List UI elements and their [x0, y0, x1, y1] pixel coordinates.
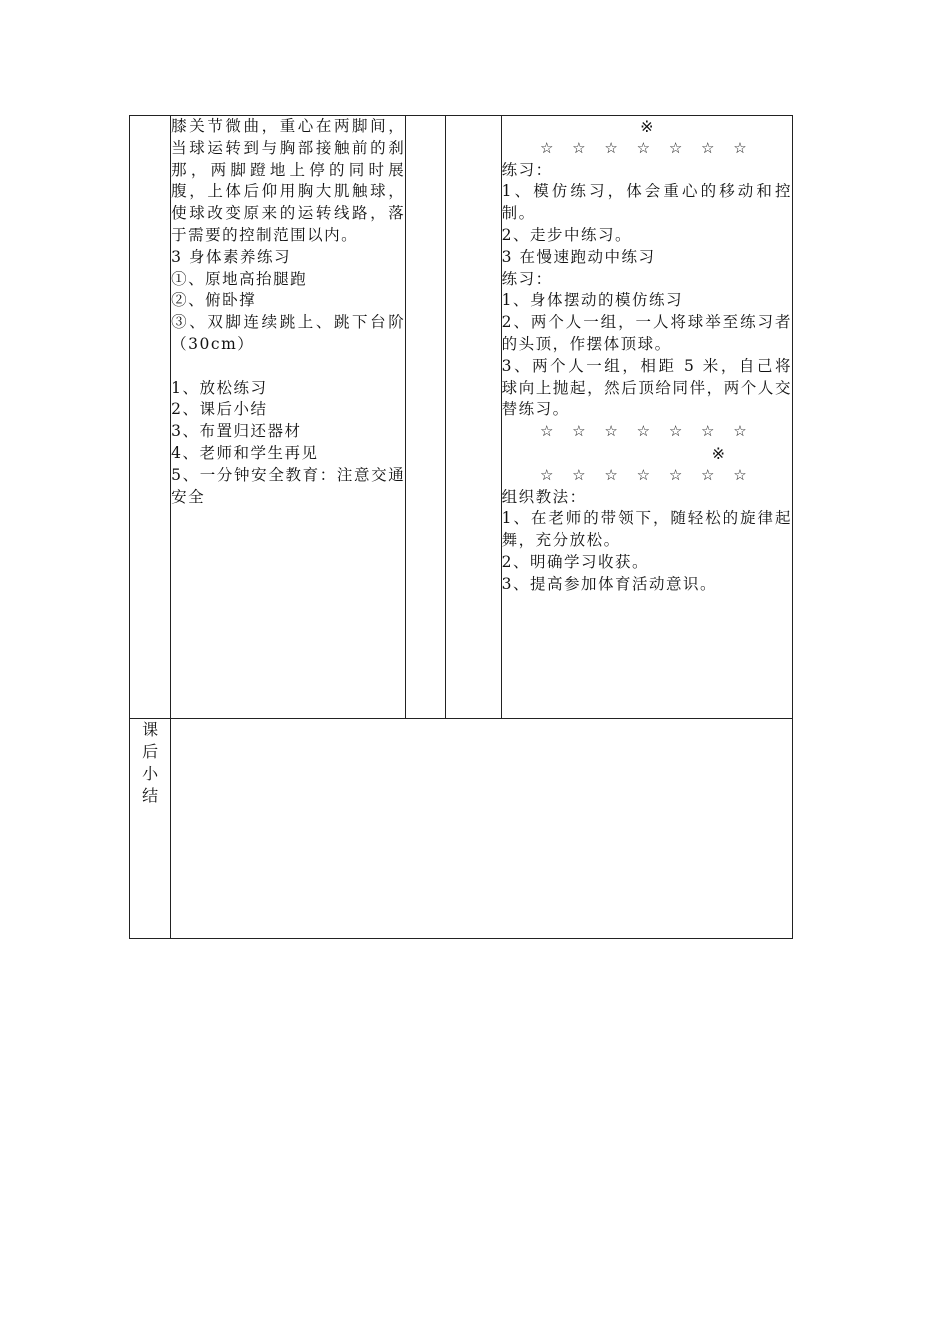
formation-stars: ☆ ☆ ☆ ☆ ☆ ☆ ☆	[539, 138, 754, 157]
content-cell	[171, 116, 406, 719]
count-cell	[446, 116, 501, 719]
relax-item: 3、提高参加体育活动意识。	[501, 574, 718, 593]
method-title: 组织教法：	[501, 487, 587, 506]
practice-title: 练习：	[501, 269, 553, 288]
practice-title: 练习：	[501, 160, 553, 179]
practice-item: 1、身体摆动的模仿练习	[501, 291, 684, 310]
summary-body[interactable]	[171, 719, 793, 939]
reference-mark: ※	[640, 117, 654, 136]
formation-stars: ☆ ☆ ☆ ☆ ☆ ☆ ☆	[539, 422, 754, 441]
lesson-plan-table	[129, 115, 793, 939]
closing-item: 4、老师和学生再见	[171, 443, 319, 462]
practice-item: 2、走步中练习。	[501, 225, 633, 244]
summary-label: 课 后 小 结	[130, 719, 171, 939]
closing-item: 2、课后小结	[171, 400, 268, 419]
organization-cell	[501, 116, 792, 719]
fitness-item: ②、俯卧撑	[171, 291, 257, 310]
time-cell	[406, 116, 446, 719]
fitness-item: ③、双脚连续跳上、跳下台阶（30cm）	[171, 313, 406, 353]
practice-item: 3、两个人一组，相距 5 米，自己将球向上抛起，然后顶给同伴，两个人交替练习。	[501, 356, 792, 419]
reference-mark: ※	[711, 443, 726, 463]
label-cell-empty	[130, 116, 171, 719]
closing-item: 5、一分钟安全教育：注意交通安全	[171, 465, 406, 506]
slow-run-title: 3 在慢速跑动中练习	[501, 247, 656, 266]
practice-item: 2、两个人一组，一人将球举至练习者的头顶，作摆体顶球。	[501, 313, 792, 353]
practice-item: 1、模仿练习，体会重心的移动和控制。	[501, 182, 792, 223]
closing-item: 1、放松练习	[171, 378, 268, 397]
relax-item: 2、明确学习收获。	[501, 552, 650, 571]
summary-row	[130, 719, 793, 939]
formation-stars: ☆ ☆ ☆ ☆ ☆ ☆ ☆	[539, 465, 754, 484]
relax-item: 1、在老师的带领下，随轻松的旋律起舞，充分放松。	[501, 509, 792, 550]
fitness-title: 3 身体素养练习	[171, 247, 291, 266]
main-row	[130, 116, 793, 719]
technique-description: 膝关节微曲，重心在两脚间，当球运转到与胸部接触前的刹那，两脚蹬地上停的同时展腹，上体后仰用胸大肌触球，使球改变原来的运转线路，落于需要的控制范围以内。	[171, 117, 406, 244]
closing-item: 3、布置归还器材	[171, 422, 302, 441]
fitness-item: ①、原地高抬腿跑	[171, 269, 308, 288]
